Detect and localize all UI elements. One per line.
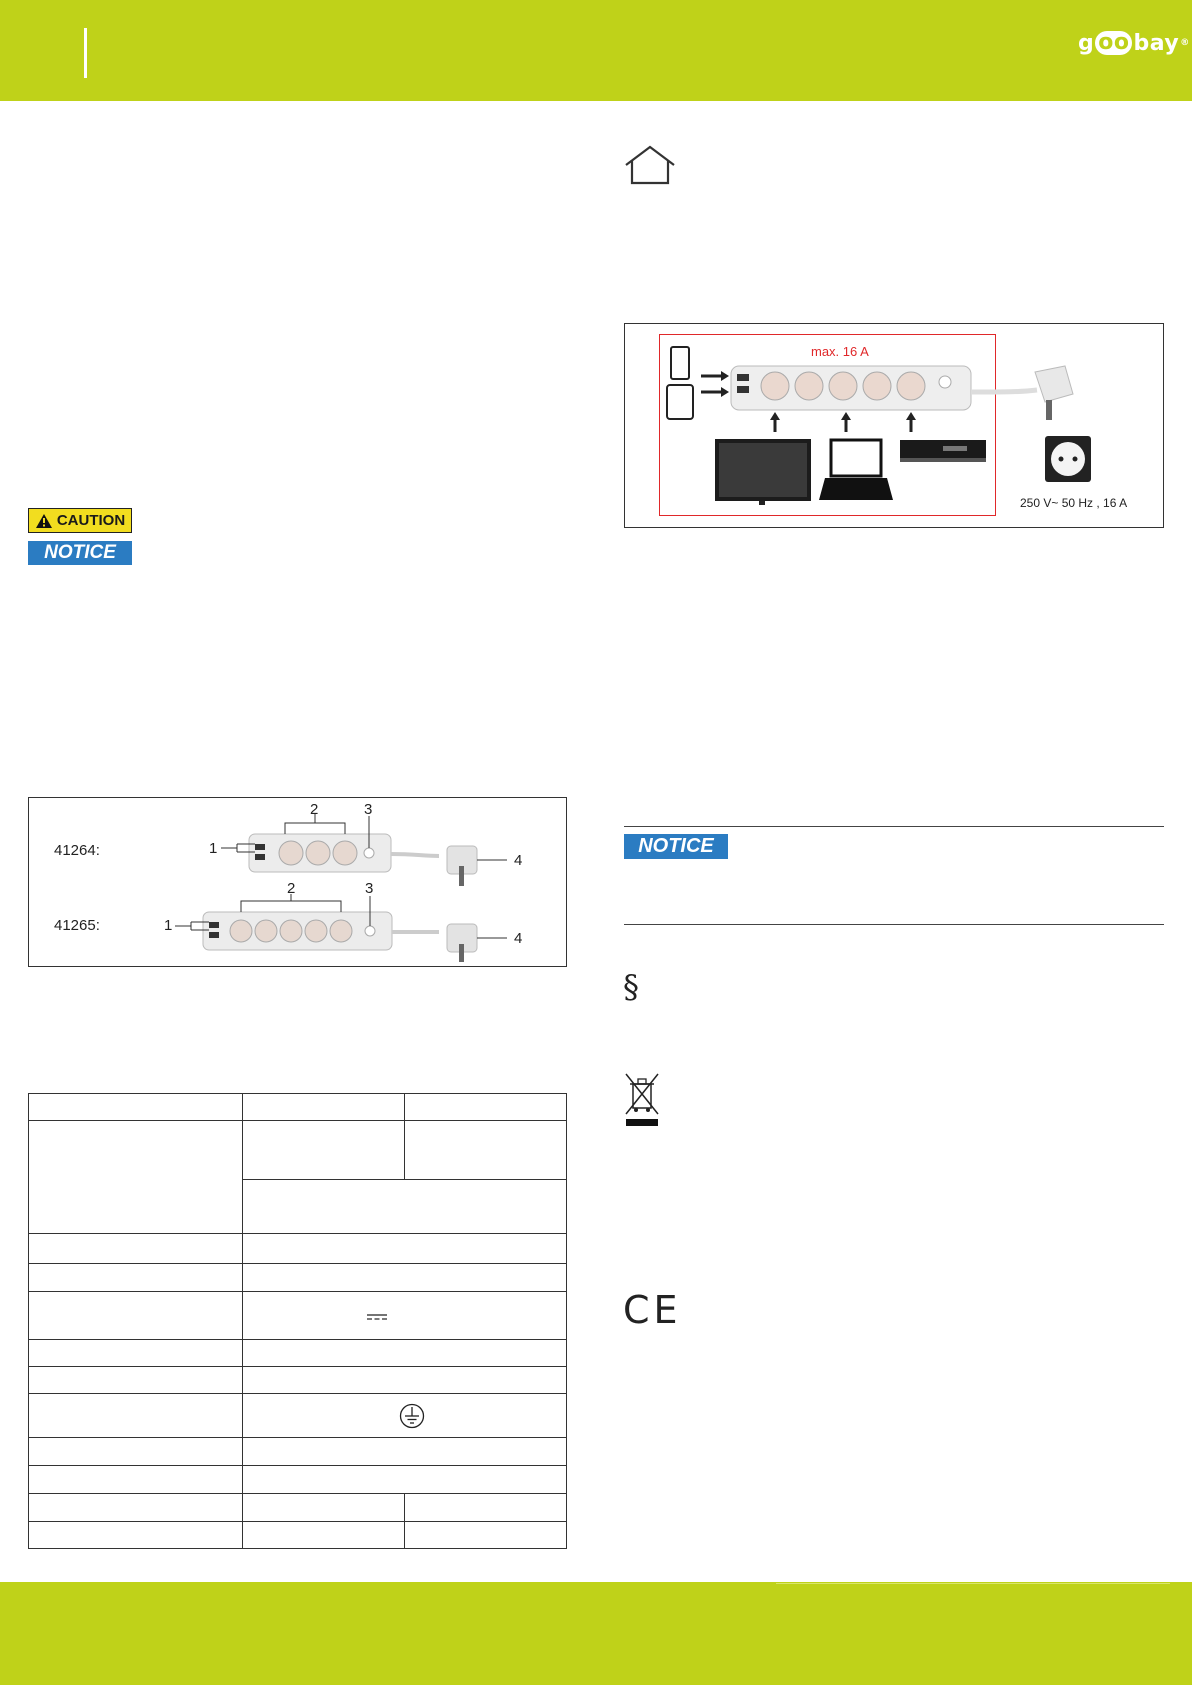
callout-2: 2 <box>287 880 296 897</box>
house-icon <box>624 145 676 185</box>
table-row <box>29 1494 567 1522</box>
notice-badge <box>624 834 728 859</box>
crossed-bin-icon <box>624 1072 660 1128</box>
callout-1: 1 <box>164 917 173 934</box>
socket-rating-label: 250 V~ 50 Hz , 16 A <box>1020 496 1128 510</box>
paragraph-icon: § <box>623 968 639 1006</box>
product-overview-figure <box>28 797 567 967</box>
table-row <box>29 1340 567 1367</box>
table-row <box>29 1466 567 1494</box>
model-41264-label: 41264: <box>54 842 100 859</box>
table-row <box>29 1264 567 1292</box>
divider <box>624 924 1164 925</box>
callout-4: 4 <box>514 852 523 869</box>
callout-3: 3 <box>365 880 374 897</box>
notice-label: NOTICE <box>638 835 714 857</box>
table-row <box>29 1121 567 1180</box>
ce-mark-icon: CE <box>623 1288 682 1332</box>
table-row <box>29 1292 567 1340</box>
warning-triangle-icon <box>35 513 53 529</box>
table-row <box>29 1367 567 1394</box>
goobay-logo: g oo bay ® <box>1078 30 1190 56</box>
power-strip-drawings <box>29 798 566 966</box>
header-divider <box>84 28 87 78</box>
callout-1: 1 <box>209 840 218 857</box>
footer-band <box>0 1582 1192 1685</box>
usage-diagram <box>624 323 1164 528</box>
callout-4: 4 <box>514 930 523 947</box>
caution-label: CAUTION <box>56 512 126 529</box>
caution-badge <box>28 508 132 533</box>
usage-illustration <box>625 324 1163 527</box>
header-band <box>0 0 1192 101</box>
table-row <box>29 1094 567 1121</box>
footer-line <box>776 1583 1170 1584</box>
table-row <box>29 1234 567 1264</box>
protective-earth-icon <box>399 1403 425 1429</box>
table-row <box>29 1394 567 1438</box>
model-41265-label: 41265: <box>54 917 100 934</box>
table-row <box>29 1522 567 1549</box>
max-current-label: max. 16 A <box>811 344 869 359</box>
technical-data-table <box>28 1093 567 1549</box>
notice-label: NOTICE <box>44 542 116 563</box>
table-row <box>29 1438 567 1466</box>
notice-badge <box>28 541 132 565</box>
dc-symbol-icon <box>366 1312 388 1322</box>
callout-3: 3 <box>364 801 373 818</box>
callout-2: 2 <box>310 801 319 818</box>
divider <box>624 826 1164 827</box>
